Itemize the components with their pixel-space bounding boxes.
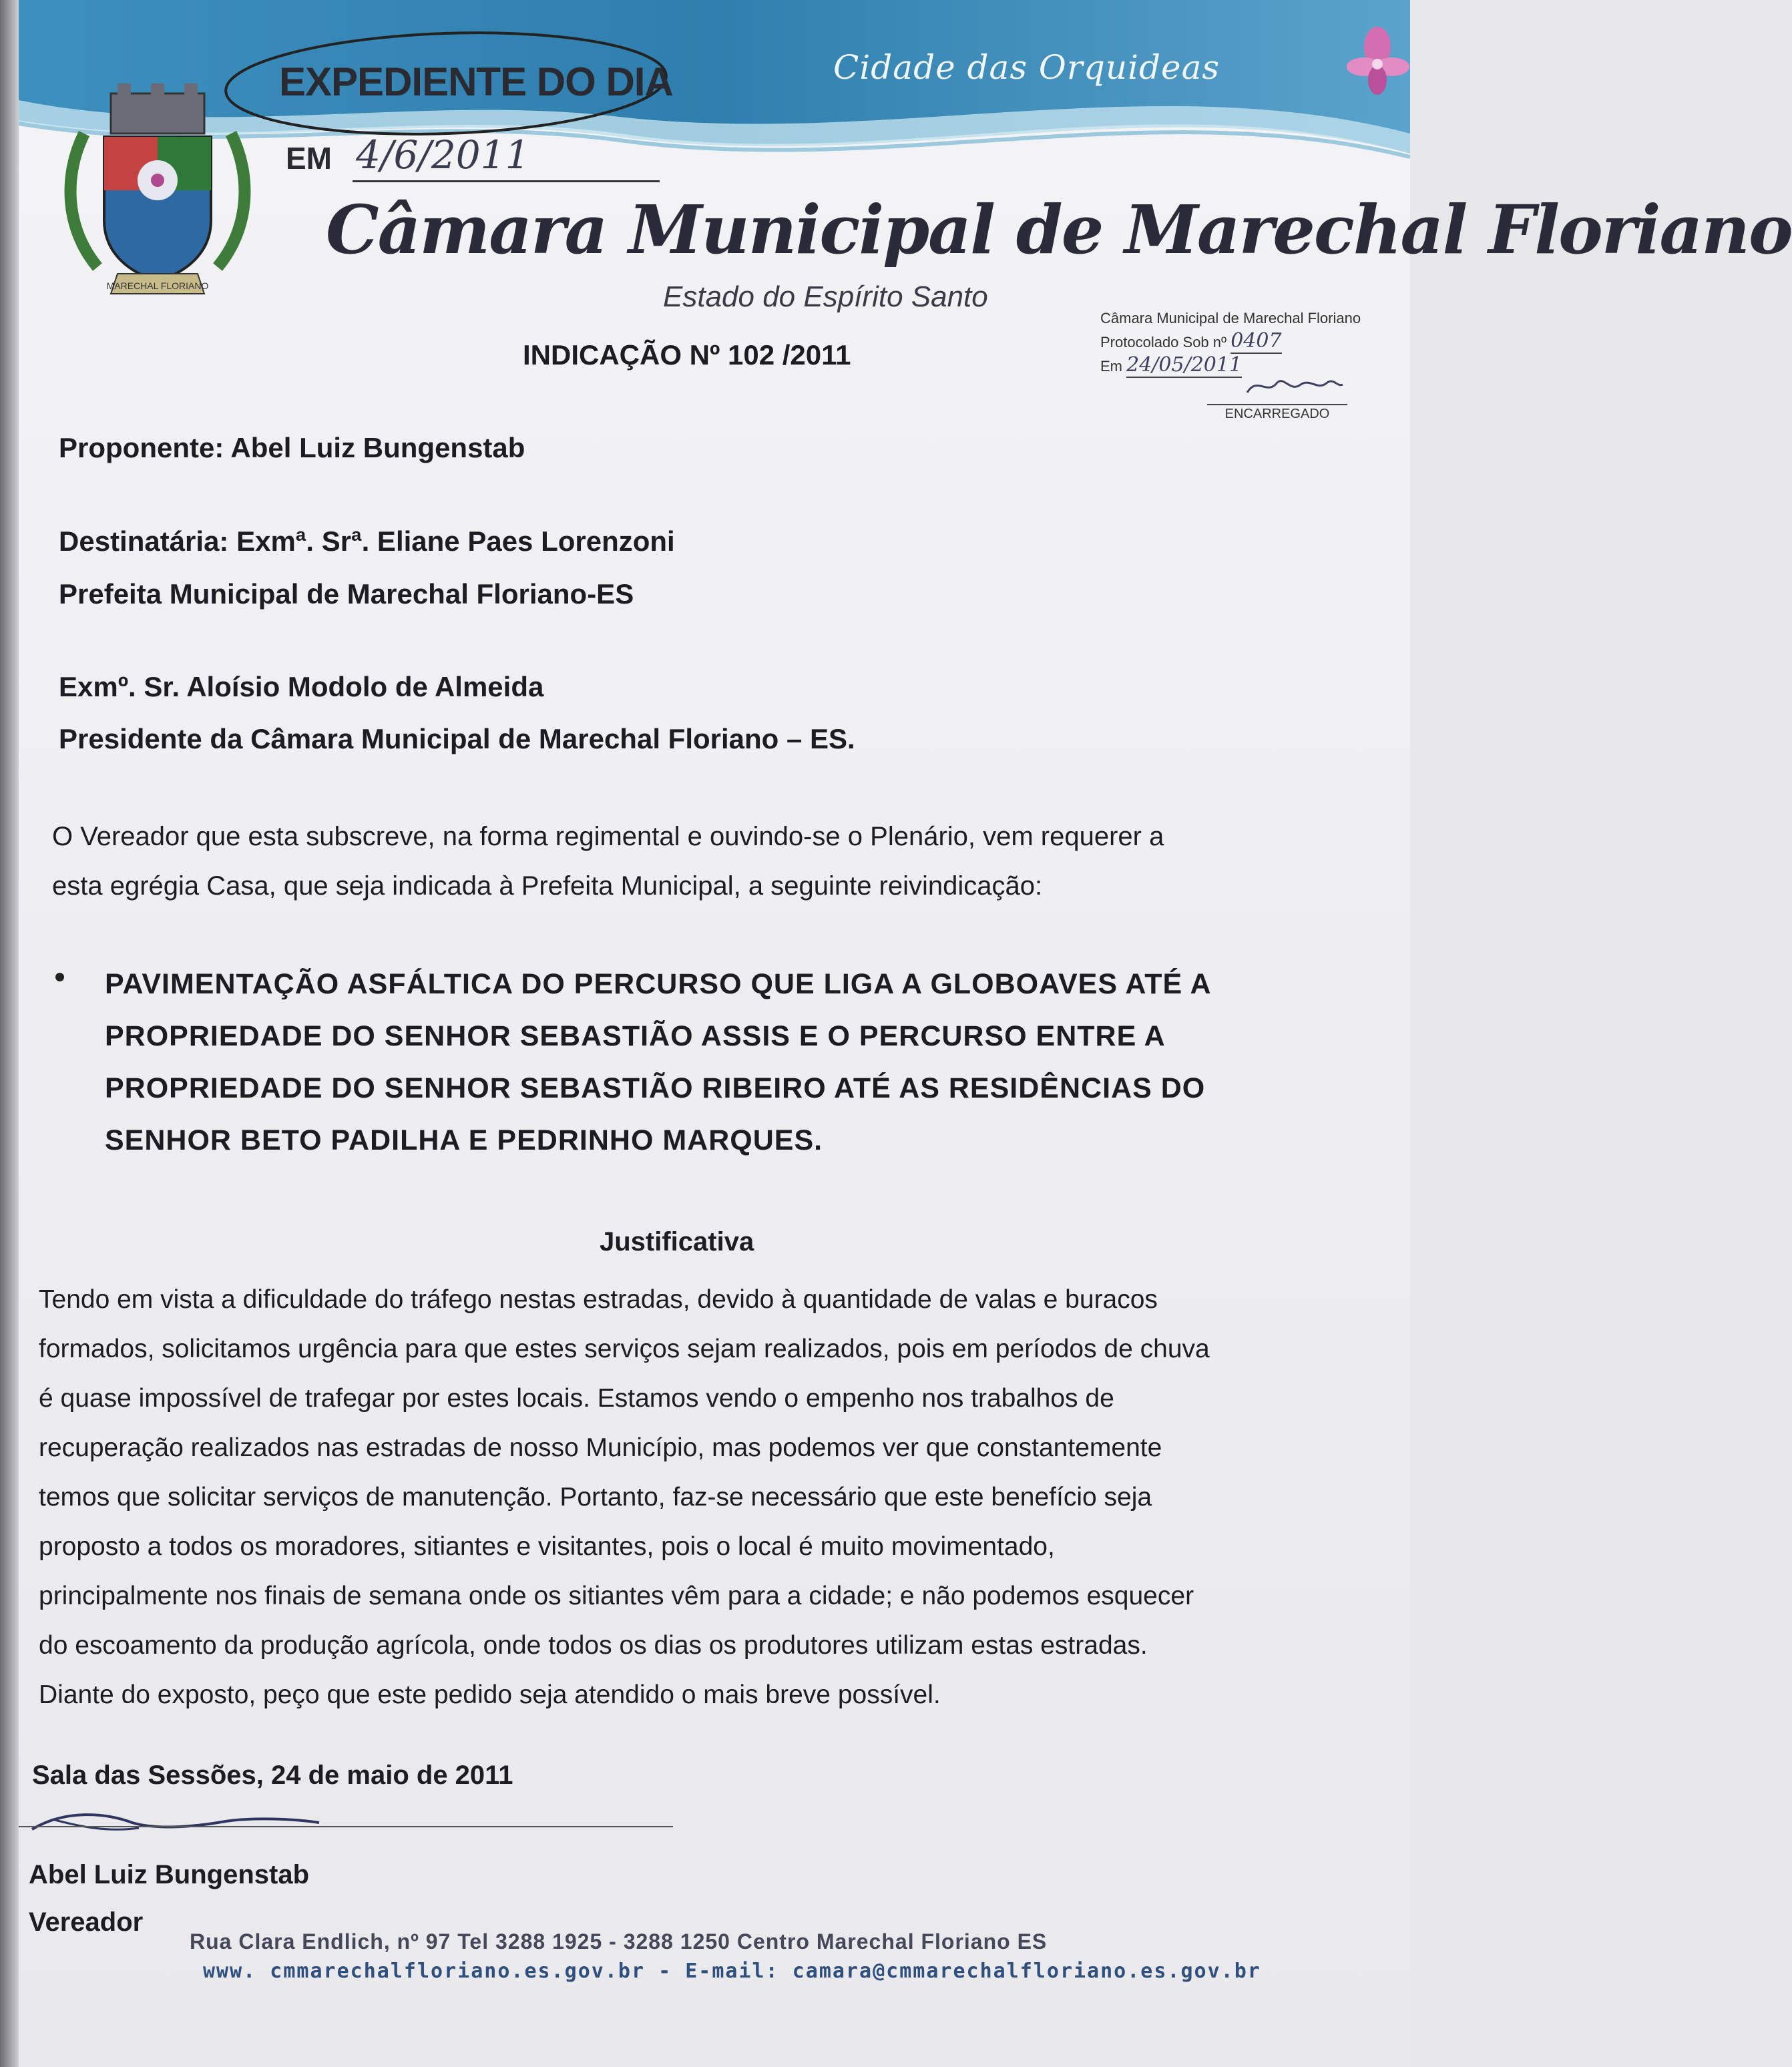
signature-icon (25, 1803, 346, 1843)
request-line: PAVIMENTAÇÃO ASFÁLTICA DO PERCURSO QUE LIGA A GLOBOAVES ATÉ A (105, 968, 1212, 1000)
justification-line: recuperação realizados nas estradas de nosso Município, mas podemos ver que constantemente (39, 1433, 1162, 1462)
recipient-title: Prefeita Municipal de Marechal Floriano-ES (59, 578, 634, 610)
municipal-coat-of-arms-icon (37, 80, 278, 320)
officer-label: ENCARREGADO (1207, 404, 1347, 422)
justification-paragraph (39, 1275, 1347, 1720)
president-name: Exmº. Sr. Aloísio Modolo de Almeida (59, 671, 544, 702)
signer-name: Abel Luiz Bungenstab (29, 1860, 309, 1889)
intro-line: esta egrégia Casa, que seja indicada à Prefeita Municipal, a seguinte reivindicação: (52, 871, 1043, 901)
protocol-number-row (1100, 330, 1407, 354)
protocol-date-label: Em (1100, 358, 1122, 375)
request-line: SENHOR BETO PADILHA E PEDRINHO MARQUES. (105, 1124, 823, 1156)
request-line: PROPRIEDADE DO SENHOR SEBASTIÃO RIBEIRO ATÉ AS RESIDÊNCIAS DO (105, 1072, 1206, 1104)
city-motto: Cidade das Orquideas (833, 48, 1220, 87)
state-subtitle: Estado do Espírito Santo (663, 280, 988, 313)
justification-line: do escoamento da produção agrícola, onde todos os dias os produtores utilizam estas estradas. (39, 1631, 1148, 1660)
book-spine-shadow (0, 0, 19, 2067)
orchid-flower-icon (1344, 20, 1411, 107)
signature-line (19, 1826, 673, 1827)
request-text (105, 958, 1353, 1166)
stamp-date-underline (353, 180, 660, 182)
session-place-date: Sala das Sessões, 24 de maio de 2011 (32, 1761, 513, 1790)
protocol-institution: Câmara Municipal de Marechal Floriano (1100, 310, 1361, 326)
justification-line: formados, solicitamos urgência para que estes serviços sejam realizados, pois em períodos de chuva (39, 1335, 1210, 1363)
stamp-expediente-do-dia: EXPEDIENTE DO DIA (279, 59, 673, 104)
president-title: Presidente da Câmara Municipal de Marechal Floriano – ES. (59, 723, 855, 754)
stamp-date-label: EM (286, 141, 332, 176)
protocol-stamp (1100, 307, 1407, 378)
footer-address: Rua Clara Endlich, nº 97 Tel 3288 1925 - 3288 1250 Centro Marechal Floriano ES (190, 1929, 1048, 1954)
justification-line: é quase impossível de trafegar por estes locais. Estamos vendo o empenho nos trabalhos de (39, 1384, 1114, 1413)
recipient-name: Destinatária: Exmª. Srª. Eliane Paes Lorenzoni (59, 525, 675, 557)
justification-line: principalmente nos finais de semana onde os sitiantes vêm para a cidade; e não podemos esquecer (39, 1582, 1194, 1610)
justification-line: temos que solicitar serviços de manutenção. Portanto, faz-se necessário que este benefício seja (39, 1483, 1152, 1512)
signer-role: Vereador (29, 1907, 144, 1937)
justification-line: Diante do exposto, peço que este pedido seja atendido o mais breve possível. (39, 1680, 941, 1709)
justification-title: Justificativa (600, 1227, 754, 1256)
bullet-icon (55, 973, 64, 981)
document-page (19, 0, 1792, 2067)
intro-line: O Vereador que esta subscreve, na forma regimental e ouvindo-se o Plenário, vem requerer a (52, 822, 1164, 851)
intro-paragraph (52, 812, 1351, 911)
institution-title: Câmara Municipal de Marechal Floriano (326, 190, 1792, 269)
protocol-number: 0407 (1230, 329, 1282, 353)
svg-text:MARECHAL FLORIANO: MARECHAL FLORIANO (106, 280, 209, 291)
officer-signature-icon (1244, 373, 1344, 399)
stamp-date-handwritten: 4/6/2011 (356, 132, 530, 178)
justification-line: Tendo em vista a dificuldade do tráfego nestas estradas, devido à quantidade de valas e buracos (39, 1285, 1158, 1314)
footer-web-contact: www. cmmarechalfloriano.es.gov.br - E-mail: camara@cmmarechalfloriano.es.gov.br (203, 1960, 1261, 1983)
protocol-date: 24/05/2011 (1126, 353, 1243, 377)
document-number: INDICAÇÃO Nº 102 /2011 (523, 339, 851, 371)
request-line: PROPRIEDADE DO SENHOR SEBASTIÃO ASSIS E O PERCURSO ENTRE A (105, 1020, 1166, 1052)
protocol-number-label: Protocolado Sob nº (1100, 334, 1227, 351)
proponent: Proponente: Abel Luiz Bungenstab (59, 432, 525, 463)
justification-line: proposto a todos os moradores, sitiantes e visitantes, pois o local é muito movimentado, (39, 1532, 1055, 1561)
